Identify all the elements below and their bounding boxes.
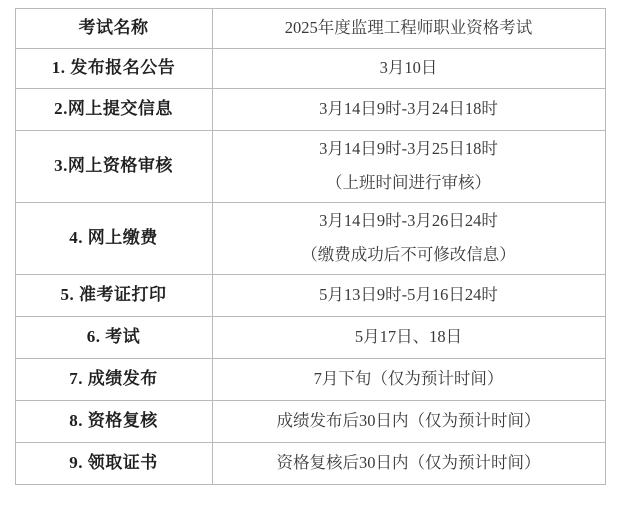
row-value-main: 3月14日9时-3月25日18时 [319,139,498,159]
row-value-cell [212,49,605,89]
row-value-main: 3月14日9时-3月24日18时 [319,99,498,119]
table-row [15,317,605,359]
row-label-cell: 2.网上提交信息 [15,89,212,131]
row-label-cell: 考试名称 [15,9,212,49]
row-value-cell [212,275,605,317]
row-value-main: 3月10日 [379,58,438,78]
row-value-note: （上班时间进行审核） [326,173,491,192]
row-value-main: 5月17日、18日 [354,327,463,347]
row-value-main: 3月14日9时-3月26日24时 [319,211,498,231]
row-value-main: 5月13日9时-5月16日24时 [319,285,498,305]
row-label-cell: 1. 发布报名公告 [15,49,212,89]
row-value-main: 2025年度监理工程师职业资格考试 [284,18,533,38]
row-value-main: 成绩发布后30日内（仅为预计时间） [276,411,541,431]
table-row [15,131,605,203]
table-row [15,443,605,485]
table-row [15,89,605,131]
table-row [15,9,605,49]
table-row [15,275,605,317]
row-label-cell: 5. 准考证打印 [15,275,212,317]
row-label-cell: 6. 考试 [15,317,212,359]
row-value-cell [212,89,605,131]
table-row [15,49,605,89]
row-label-cell: 8. 资格复核 [15,401,212,443]
row-value-cell [212,401,605,443]
row-value-cell [212,443,605,485]
table-row [15,203,605,275]
row-label-cell: 4. 网上缴费 [15,203,212,275]
row-value-note: （缴费成功后不可修改信息） [301,245,516,264]
row-label-cell: 7. 成绩发布 [15,359,212,401]
row-value-cell [212,131,605,203]
table-row [15,401,605,443]
row-value-cell [212,359,605,401]
row-value-cell [212,317,605,359]
row-label-cell: 3.网上资格审核 [15,131,212,203]
table-body [15,9,605,485]
row-value-cell [212,203,605,275]
row-label-cell: 9. 领取证书 [15,443,212,485]
row-value-main: 资格复核后30日内（仅为预计时间） [276,453,541,473]
table-row [15,359,605,401]
exam-schedule-table [15,8,606,485]
row-value-cell [212,9,605,49]
row-value-main: 7月下旬（仅为预计时间） [313,369,504,389]
